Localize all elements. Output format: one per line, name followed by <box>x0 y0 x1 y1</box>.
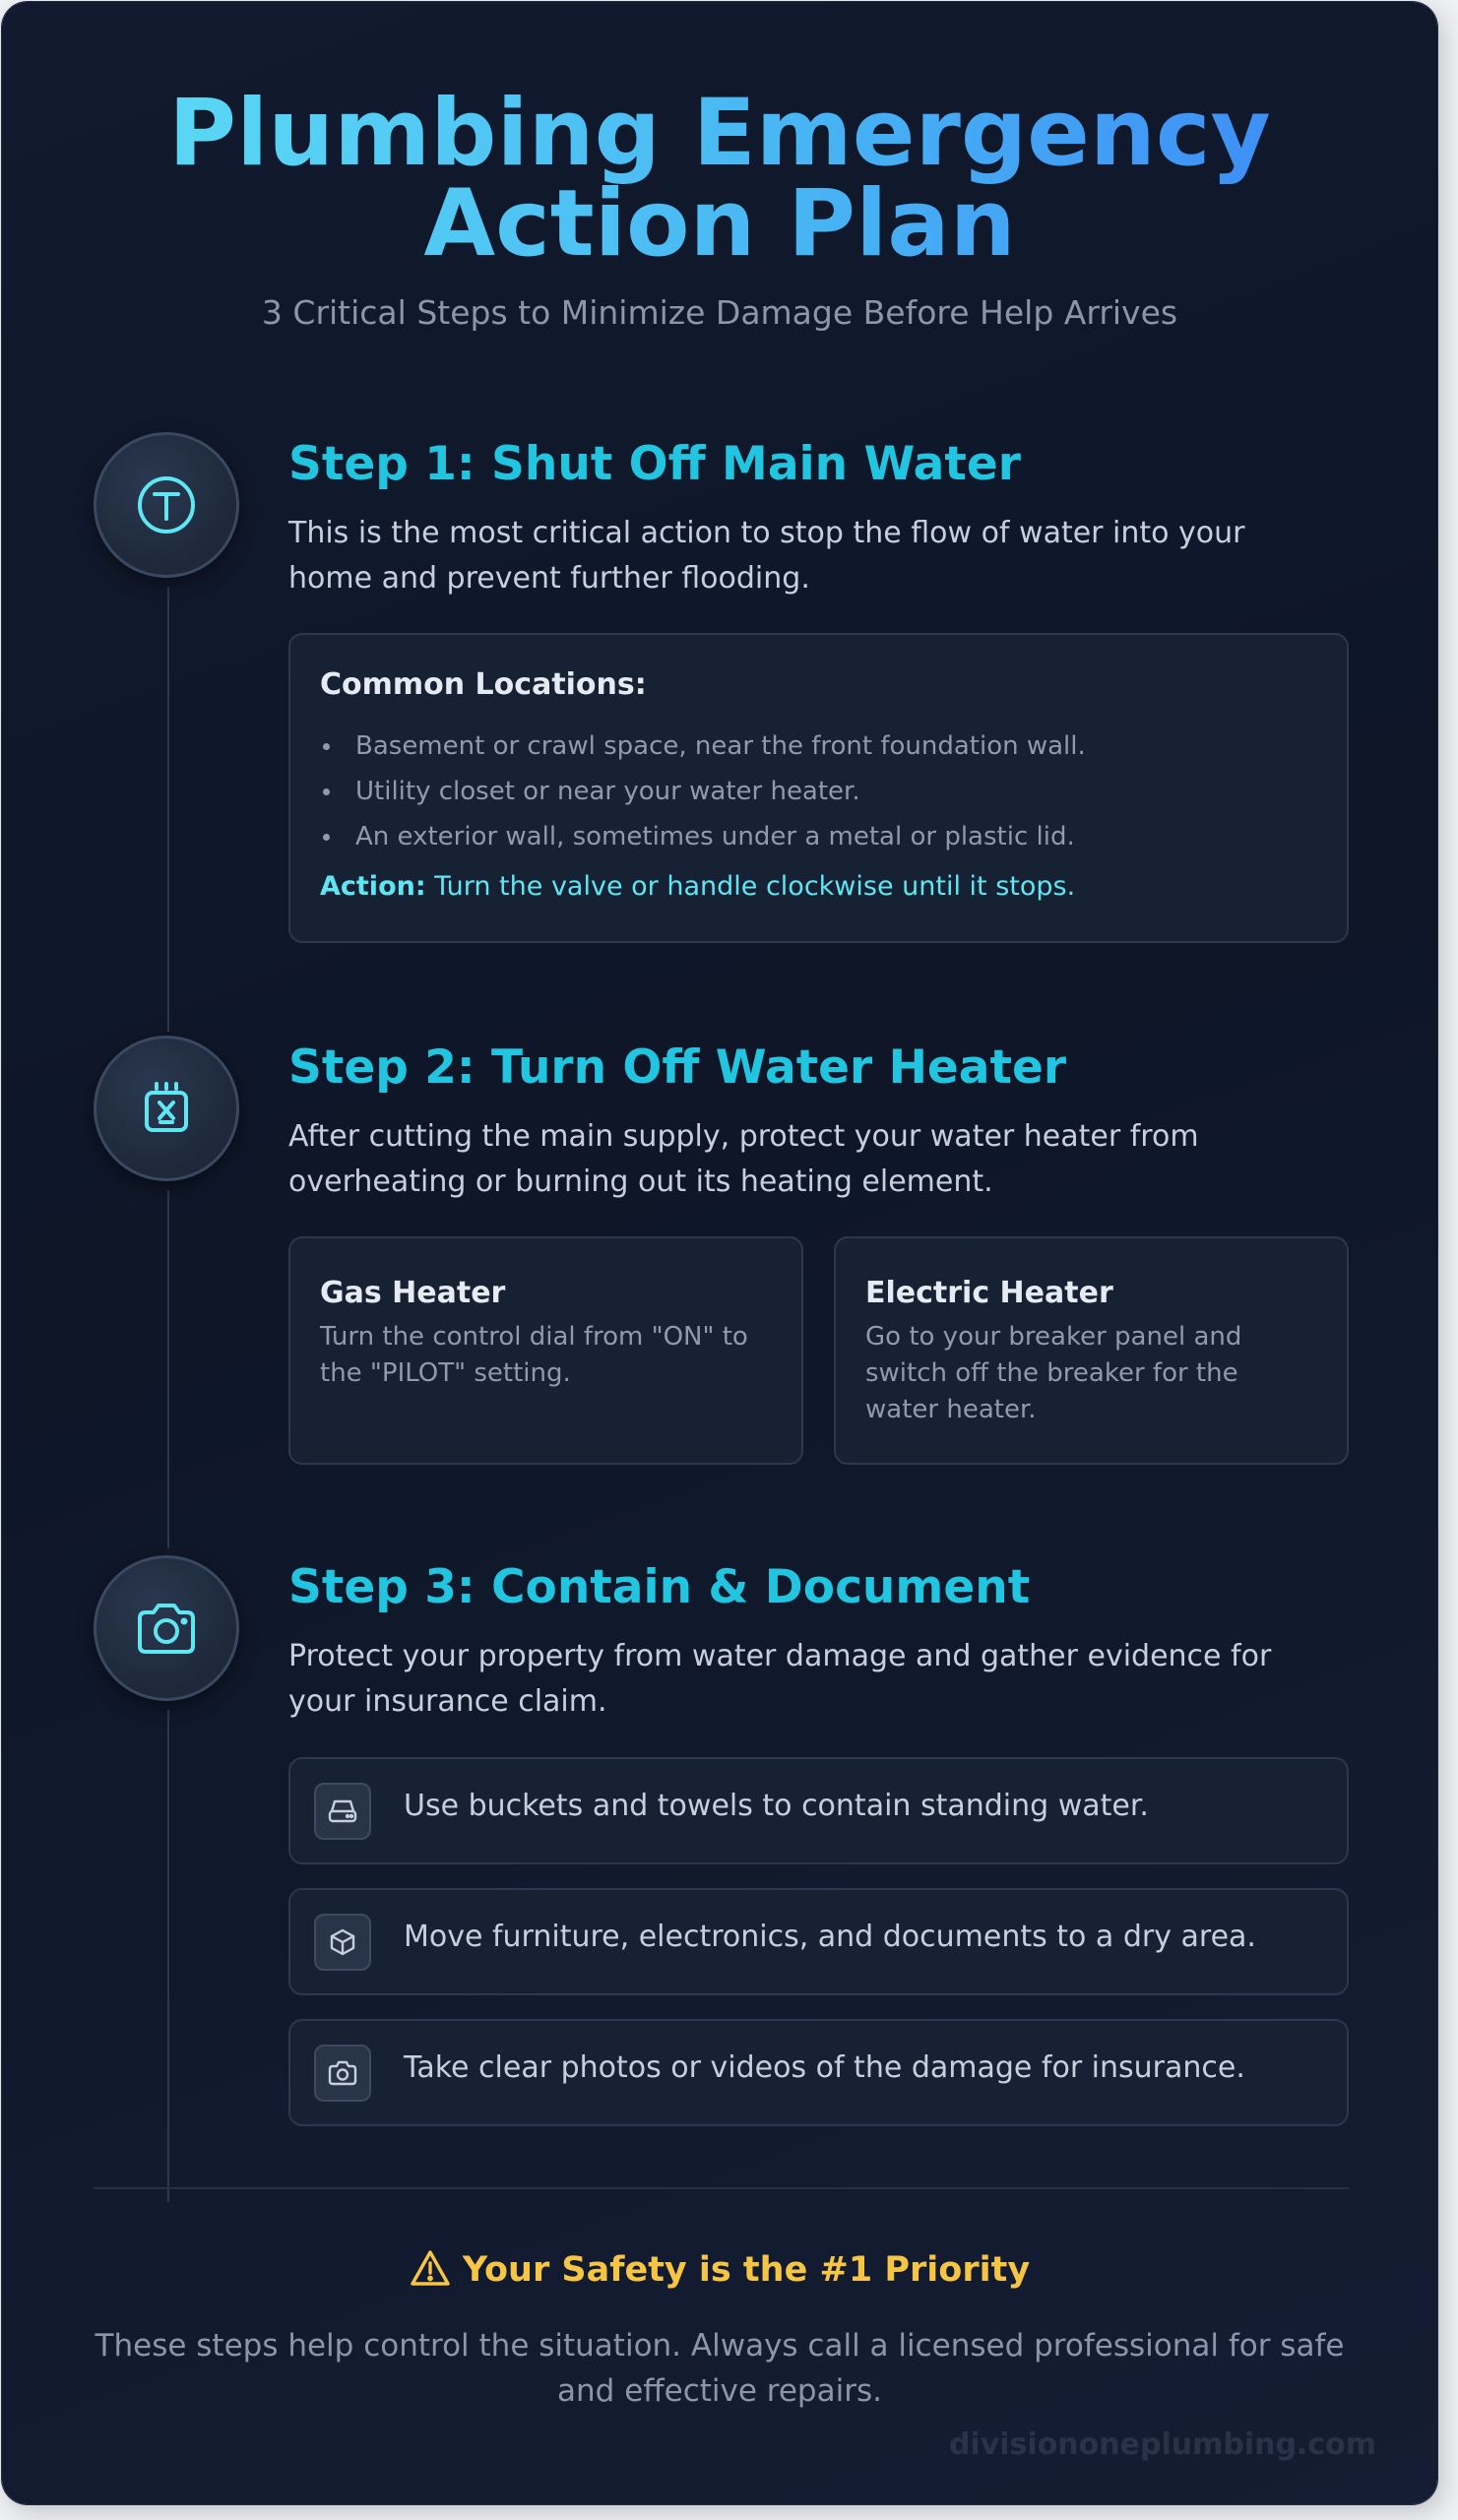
camera-icon <box>314 2045 371 2102</box>
box-icon <box>314 1914 371 1971</box>
gas-heater-box <box>288 1236 803 1465</box>
action-text: Turn the valve or handle clockwise until it stops. <box>434 871 1076 902</box>
page-title <box>2 80 1437 278</box>
step-3-description: Protect your property from water damage and gather evidence for your insurance claim. <box>288 1639 1272 1719</box>
divider <box>94 2187 1349 2189</box>
list-item: Utility closet or near your water heater. <box>320 769 1086 814</box>
safety-heading <box>2 2249 1437 2296</box>
task-row <box>288 1888 1349 1995</box>
camera-icon <box>94 1555 239 1701</box>
step-1-description: This is the most critical action to stop the flow of water into your home and prevent further flooding. <box>288 516 1245 596</box>
locations-title: Common Locations: <box>320 667 647 702</box>
step-1-heading: Step 1: Shut Off Main Water <box>288 437 1021 491</box>
electric-heater-box <box>834 1236 1349 1465</box>
page-subtitle: 3 Critical Steps to Minimize Damage Before Help Arrives <box>261 293 1178 332</box>
step-2-heading: Step 2: Turn Off Water Heater <box>288 1040 1067 1095</box>
task-row <box>288 1757 1349 1864</box>
action-label: Action: <box>320 871 426 902</box>
step-2-description: After cutting the main supply, protect your water heater from overheating or burning out its heating element. <box>288 1119 1199 1199</box>
safety-text: These steps help control the situation. Always call a licensed professional for safe and effective repairs. <box>95 2328 1345 2409</box>
title-line-2: Action Plan <box>423 170 1016 278</box>
site-watermark: divisiononeplumbing.com <box>948 2427 1376 2462</box>
bucket-icon <box>314 1783 371 1840</box>
locations-list <box>320 724 1086 859</box>
action-instruction <box>320 871 1075 902</box>
task-text: Move furniture, electronics, and documents to a dry area. <box>404 1920 1256 1954</box>
list-item: An exterior wall, sometimes under a metal or plastic lid. <box>320 814 1086 859</box>
timeline-connector <box>167 587 169 1032</box>
timeline-connector <box>167 1190 169 1548</box>
title-line-1: Plumbing Emergency <box>168 80 1271 187</box>
task-text: Take clear photos or videos of the damage for insurance. <box>404 2050 1245 2085</box>
valve-icon <box>94 432 239 578</box>
step-3-heading: Step 3: Contain & Document <box>288 1560 1031 1614</box>
list-item: Basement or crawl space, near the front foundation wall. <box>320 724 1086 769</box>
water-heater-icon <box>94 1036 239 1181</box>
infographic-card <box>2 2 1437 2504</box>
gas-heater-title: Gas Heater <box>320 1276 506 1310</box>
safety-title-text: Your Safety is the #1 Priority <box>462 2250 1031 2290</box>
electric-heater-text: Go to your breaker panel and switch off the breaker for the water heater. <box>865 1322 1242 1424</box>
locations-box <box>288 633 1349 943</box>
task-text: Use buckets and towels to contain standing water. <box>404 1789 1149 1823</box>
electric-heater-title: Electric Heater <box>865 1276 1113 1310</box>
task-row <box>288 2019 1349 2126</box>
warning-icon <box>410 2249 451 2296</box>
gas-heater-text: Turn the control dial from "ON" to the "PILOT" setting. <box>320 1322 748 1388</box>
timeline-connector <box>167 1710 169 2202</box>
